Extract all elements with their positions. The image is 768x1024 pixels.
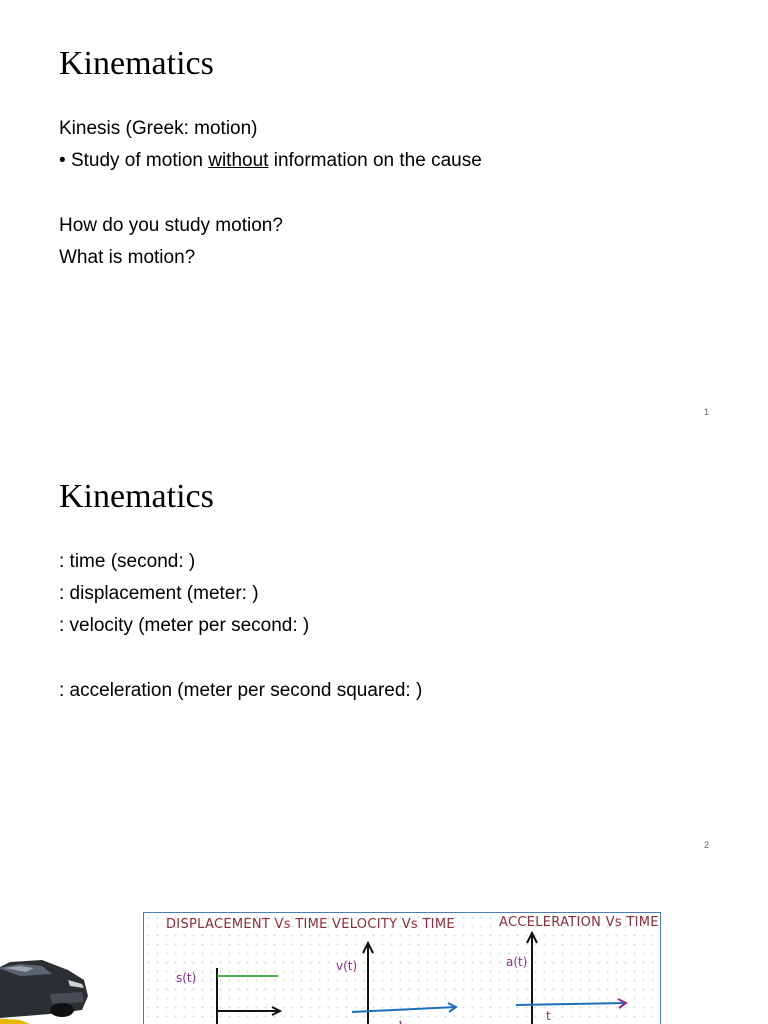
definition-acceleration: : acceleration (meter per second squared: )	[59, 680, 423, 701]
time-label: t	[546, 1009, 551, 1023]
slide-1	[0, 0, 768, 433]
axis-label-displacement: s(t)	[176, 971, 197, 985]
slide-title: Kinematics	[59, 45, 214, 82]
bullet-text-start: Study of motion	[70, 150, 209, 171]
kinesis-definition: Kinesis (Greek: motion)	[59, 118, 258, 139]
definition-displacement: : displacement (meter: )	[59, 583, 259, 604]
bullet-study-of-motion	[59, 149, 482, 173]
whiteboard-graphs	[143, 912, 661, 1024]
slide-title: Kinematics	[59, 478, 214, 515]
axis-label-velocity: v(t)	[336, 959, 358, 973]
slide-3	[0, 866, 768, 1024]
acceleration-axes	[527, 933, 537, 1024]
question-what-is-motion: What is motion?	[59, 247, 196, 268]
axis-label-acceleration: a(t)	[506, 955, 528, 969]
bullet-icon: •	[59, 150, 66, 171]
definition-time: : time (second: )	[59, 551, 196, 572]
graph-axes	[144, 913, 662, 1024]
bullet-text-end: information on the cause	[268, 150, 482, 171]
page-number: 2	[704, 840, 710, 850]
slide-2	[0, 433, 768, 866]
sports-car-image	[0, 906, 110, 1024]
graph-title-acceleration: ACCELERATION Vs TIME	[499, 915, 659, 930]
definition-velocity: : velocity (meter per second: )	[59, 615, 310, 636]
graph-title-displacement: DISPLACEMENT Vs TIME	[166, 917, 328, 932]
underlined-word: without	[208, 150, 269, 171]
page-number: 1	[704, 407, 710, 417]
graph-title-velocity: VELOCITY Vs TIME	[332, 917, 455, 932]
question-how-study-motion: How do you study motion?	[59, 215, 283, 236]
